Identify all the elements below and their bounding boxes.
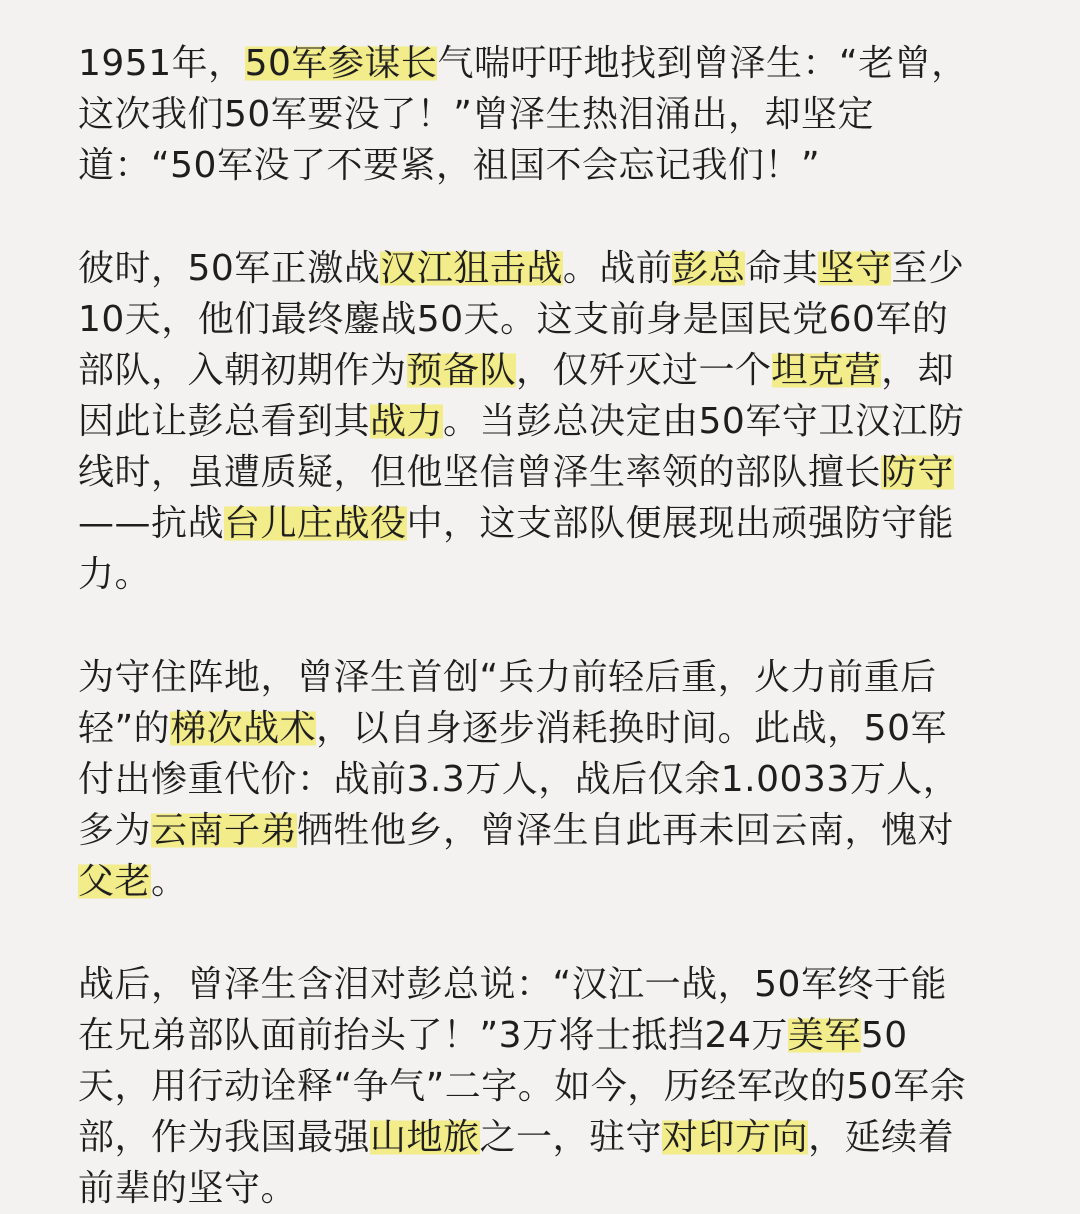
text-run: ，延续着前辈的坚守。: [78, 1117, 955, 1209]
highlighted-keyword: 梯次战术: [170, 708, 317, 749]
highlighted-keyword: 50军参谋长: [244, 43, 438, 84]
highlighted-keyword: 对印方向: [662, 1117, 809, 1158]
highlighted-keyword: 美军: [787, 1015, 861, 1056]
text-run: 气喘吁吁地找到曾泽生：“老曾，这次我们50军要没了！”曾泽生热泪涌出，却坚定道：“50军没了不要紧，祖国不会忘记我们！”: [78, 43, 968, 186]
highlighted-keyword: 云南子弟: [151, 810, 298, 851]
paragraph-4: [78, 959, 978, 1214]
paragraph-2: [78, 243, 978, 600]
text-run: 之一，驻守: [479, 1117, 663, 1158]
text-run: ，却因此让彭总看到其: [78, 350, 955, 442]
text-run: 。战前: [562, 248, 673, 289]
text-run: 战后，曾泽生含泪对彭总说：“汉江一战，50军终于能在兄弟部队面前抬头了！”3万将士抵挡24万: [78, 964, 947, 1056]
highlighted-keyword: 防守: [881, 452, 955, 493]
text-run: 1951年，: [78, 43, 245, 84]
text-run: ，仅歼灭过一个: [516, 350, 772, 391]
highlighted-keyword: 山地旅: [370, 1117, 480, 1158]
text-run: 彼时，50军正激战: [78, 248, 381, 289]
highlighted-keyword: 坦克营: [771, 350, 882, 391]
text-run: 牺牲他乡，曾泽生自此再未回云南，愧对: [297, 810, 955, 851]
highlighted-keyword: 战力: [370, 401, 444, 442]
highlighted-keyword: 坚守: [818, 248, 892, 289]
text-run: 至少10天，他们最终鏖战50天。这支前身是国民党60军的部队，入朝初期作为: [78, 248, 965, 391]
paragraph-1: [78, 38, 978, 191]
text-run: 。: [151, 861, 188, 902]
article-body: [78, 38, 978, 1214]
highlighted-keyword: 台儿庄战役: [224, 503, 407, 544]
text-run: ——抗战: [78, 503, 225, 544]
highlighted-keyword: 汉江狙击战: [380, 248, 563, 289]
highlighted-keyword: 预备队: [406, 350, 517, 391]
text-run: 50天，用行动诠释“争气”二字。如今，历经军改的50军余部，作为我国最强: [78, 1015, 967, 1158]
text-run: 中，这支部队便展现出顽强防守能力。: [78, 503, 955, 595]
text-run: 为守住阵地，曾泽生首创“兵力前轻后重，火力前重后轻”的: [78, 657, 937, 749]
text-run: 。当彭总决定由50军守卫汉江防线时，虽遭质疑，但他坚信曾泽生率领的部队擅长: [78, 401, 965, 493]
highlighted-keyword: 父老: [78, 861, 152, 902]
text-run: ，以自身逐步消耗换时间。此战，50军付出惨重代价：战前3.3万人，战后仅余1.0033万人，多为: [78, 708, 960, 851]
text-run: 命其: [745, 248, 819, 289]
highlighted-keyword: 彭总: [672, 248, 746, 289]
paragraph-3: [78, 652, 978, 907]
